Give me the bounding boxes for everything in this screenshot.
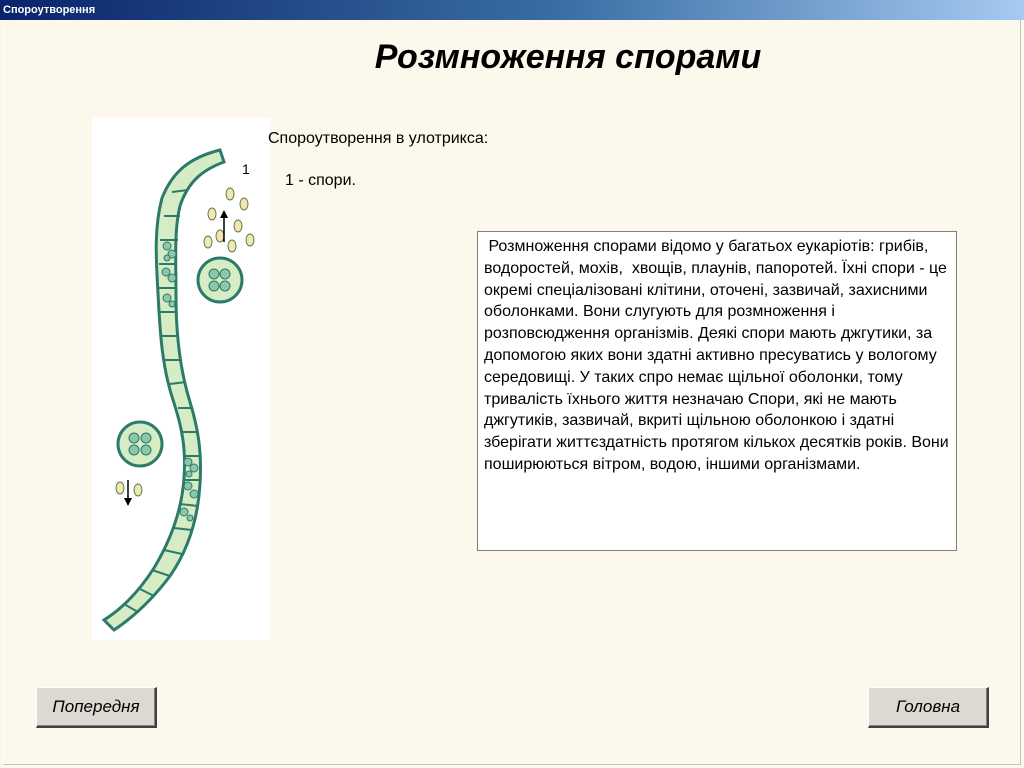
window-titlebar[interactable] <box>0 0 1024 20</box>
previous-button[interactable]: Попередня <box>36 687 157 728</box>
description-textbox[interactable]: Розмноження спорами відомо у багатьох еукаріотів: грибів, водоростей, мохів, хвощів, плаунів, папоротей. Їхні спори - це окремі спеціалізовані клітини, оточені, зазвичай, захисними оболонками. Вони слугують для розмноження і розповсюдження організмів. Деякі спори мають джгутики, за допомогою яких вони здатні активно пресуватись у вологому середовищі. У таких спро немає щільної оболонки, тому тривалість їхнього життя незначаю Спори, які не мають джгутиків, зазвичай, вкриті щільною оболонкою і здатні зберігати життєздатність протягом кількох десятків років. Вони поширюються вітром, водою, іншими організмами. <box>477 231 957 551</box>
ulothrix-drawing <box>92 118 270 640</box>
figure-label: 1 <box>242 161 250 177</box>
ulothrix-illustration <box>92 118 270 640</box>
home-button[interactable]: Головна <box>868 687 989 728</box>
figure-caption: Спороутворення в улотрикса: <box>268 130 489 147</box>
page-title: Розмноження спорами <box>374 38 762 76</box>
figure-caption-item: 1 - спори. <box>285 172 356 189</box>
window-title: Спороутворення <box>3 4 96 16</box>
